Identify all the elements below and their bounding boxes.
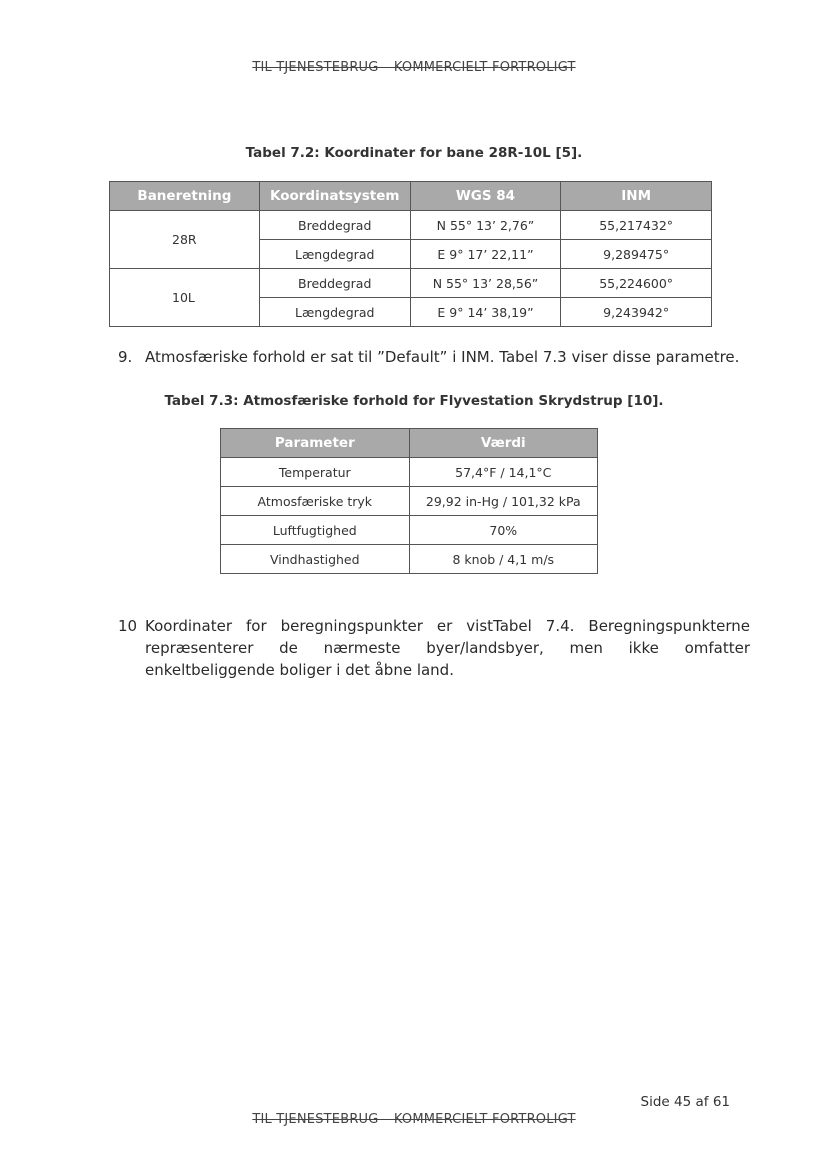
table-7-2-caption: Tabel 7.2: Koordinater for bane 28R-10L [5].: [245, 145, 583, 161]
header-cell-koordinatsystem: Koordinatsystem: [259, 182, 410, 211]
page-number: Side 45 af 61: [640, 1094, 730, 1110]
system-cell: Længdegrad: [259, 240, 410, 269]
value-cell: 29,92 in-Hg / 101,32 kPa: [409, 487, 597, 516]
wgs84-cell: E 9° 14’ 38,19”: [410, 298, 561, 327]
wgs84-cell: E 9° 17’ 22,11”: [410, 240, 561, 269]
inm-cell: 55,224600°: [561, 269, 712, 298]
footer-classification: TIL TJENESTEBRUG – KOMMERCIELT FORTROLIGT: [252, 1112, 576, 1127]
value-cell: 8 knob / 4,1 m/s: [409, 545, 597, 574]
system-cell: Længdegrad: [259, 298, 410, 327]
table-row: [110, 211, 712, 240]
header-cell-parameter: Parameter: [221, 429, 410, 458]
header-classification: TIL TJENESTEBRUG – KOMMERCIELT FORTROLIGT: [252, 60, 576, 75]
header-cell-baneretning: Baneretning: [110, 182, 260, 211]
table-header-row: [110, 182, 712, 211]
value-cell: 70%: [409, 516, 597, 545]
table-7-3-caption: Tabel 7.3: Atmosfæriske forhold for Flyvestation Skrydstrup [10].: [164, 393, 664, 409]
system-cell: Breddegrad: [259, 269, 410, 298]
header-cell-inm: INM: [561, 182, 712, 211]
header-cell-wgs84: WGS 84: [410, 182, 561, 211]
parameter-cell: Atmosfæriske tryk: [221, 487, 410, 516]
item-number: 9.: [118, 348, 133, 366]
coordinates-table: [109, 181, 712, 327]
inm-cell: 9,243942°: [561, 298, 712, 327]
wgs84-cell: N 55° 13’ 28,56”: [410, 269, 561, 298]
wgs84-cell: N 55° 13’ 2,76”: [410, 211, 561, 240]
table-row: [221, 487, 598, 516]
runway-cell: 28R: [110, 211, 260, 269]
inm-cell: 9,289475°: [561, 240, 712, 269]
paragraph-item-10: [118, 615, 758, 685]
paragraph-item-9: [118, 346, 758, 370]
runway-cell: 10L: [110, 269, 260, 327]
header-cell-vaerdi: Værdi: [409, 429, 597, 458]
item-text: Koordinater for beregningspunkter er vistTabel 7.4. Beregningspunkterne repræsenterer de nærmeste byer/landsbyer, men ikke omfatter enkeltbeliggende boliger i det åbne land.: [145, 617, 750, 679]
table-row: [221, 516, 598, 545]
item-text: Atmosfæriske forhold er sat til ”Default” i INM. Tabel 7.3 viser disse parametre.: [145, 348, 740, 366]
parameter-cell: Vindhastighed: [221, 545, 410, 574]
system-cell: Breddegrad: [259, 211, 410, 240]
item-number: 10: [118, 617, 138, 635]
atmospheric-table: [220, 428, 598, 574]
parameter-cell: Luftfugtighed: [221, 516, 410, 545]
table-header-row: [221, 429, 598, 458]
inm-cell: 55,217432°: [561, 211, 712, 240]
table-row: [221, 545, 598, 574]
value-cell: 57,4°F / 14,1°C: [409, 458, 597, 487]
parameter-cell: Temperatur: [221, 458, 410, 487]
table-row: [110, 269, 712, 298]
table-row: [221, 458, 598, 487]
